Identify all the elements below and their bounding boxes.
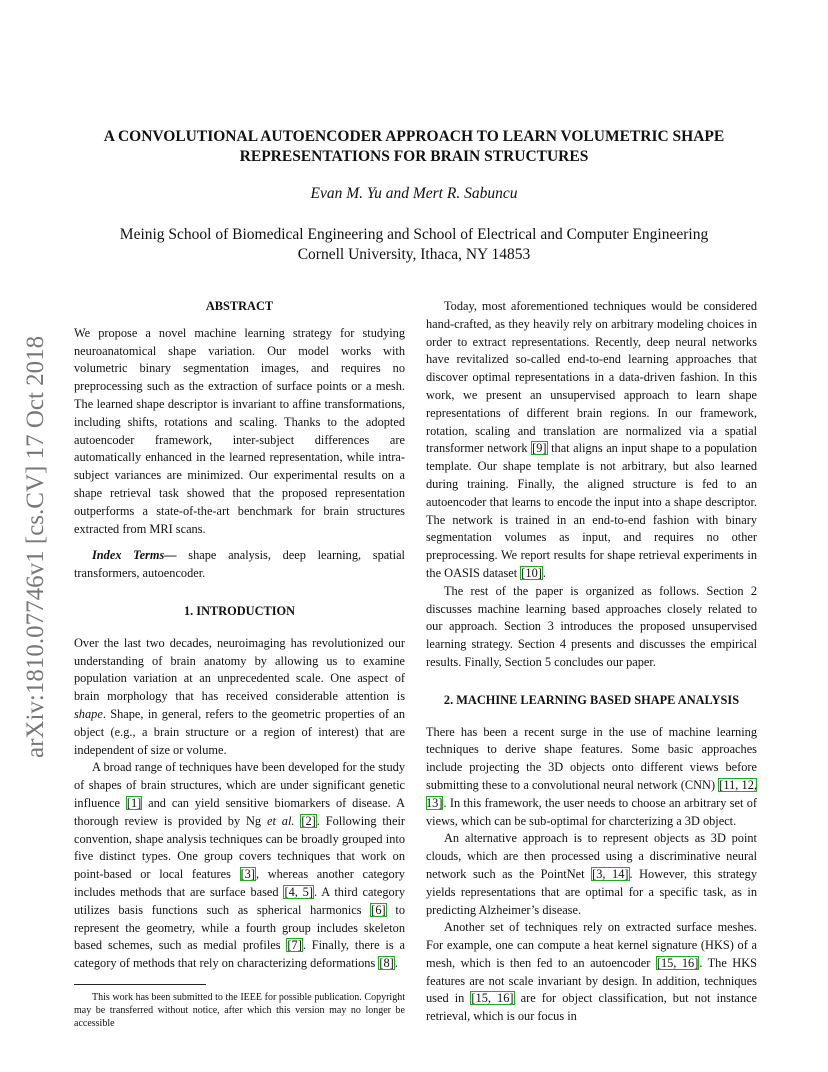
text-span: . xyxy=(394,956,398,971)
section-2-paragraph-1 xyxy=(426,724,757,831)
abstract-heading: ABSTRACT xyxy=(205,299,274,313)
text-span: and can yield sensitive biomarkers of disease. A thorough review is provided by Ng xyxy=(74,795,405,828)
text-span: . A third category utilizes basis functions such as spherical harmonics xyxy=(74,884,405,917)
text-span: Another set of techniques rely on extracted surface meshes. For example, one can compute a heat kernel signature (HKS) of a mesh, which is then fed to an autoencoder xyxy=(426,920,757,970)
text-span: Today, most aforementioned techniques would be considered hand-crafted, as they heavily rely on arbitrary modeling choices in order to extract representations. Recently, deep neural networks have revitalized so-called end-to-end learning approaches that discover optimal representations in a data-driven fashion. In this work, we present an unsupervised approach to learn shape representations of different brain regions. In our framework, rotation, scaling and translation are normalized via a spatial transformer network xyxy=(426,299,757,456)
citation-link[interactable]: [2] xyxy=(301,813,316,828)
title-line-1: A CONVOLUTIONAL AUTOENCODER APPROACH TO LEARN VOLUMETRIC SHAPE xyxy=(103,128,725,145)
text-span: . In this framework, the user needs to choose an arbitrary set of views, which can be sub-optimal for charcterizing a 3D object. xyxy=(426,795,757,828)
index-terms xyxy=(74,547,405,583)
citation-link[interactable]: [11, 12, 13] xyxy=(426,777,757,810)
citation-link[interactable]: [8] xyxy=(379,956,394,971)
index-terms-text: shape analysis, deep learning, spatial transformers, autoencoder. xyxy=(74,548,405,581)
affiliation-line-1: Meinig School of Biomedical Engineering and School of Electrical and Computer Engineering xyxy=(119,226,709,243)
intro-heading: 1. INTRODUCTION xyxy=(183,603,296,618)
text-span: . Shape, in general, refers to the geometric properties of an object (e.g., a brain structure or a region of interest) that are independent of size or volume. xyxy=(74,706,405,757)
left-column xyxy=(74,298,405,1030)
footnote xyxy=(74,991,405,1030)
text-span: Over the last two decades, neuroimaging has revolutionized our understanding of brain anatomy by allowing us to examine population variation at an unprecedented scale. One aspect of brain morphology that has received considerable attention is xyxy=(74,635,405,704)
index-terms-label: Index Terms— xyxy=(92,548,177,563)
citation-link[interactable]: [15, 16] xyxy=(471,991,514,1006)
abstract-text: We propose a novel machine learning strategy for studying neuroanatomical shape variation. Our model works with volumetric binary segmentation images, and requires no preprocessing such as the extraction of surface points or a mesh. The learned shape descriptor is invariant to affine transformations, including shifts, rotations and scaling. Thanks to the adopted autoencoder framework, inter-subject differences are automatically enhanced in the learned representation, while intra-subject variances are minimized. Our experimental results on a shape retrieval task showed that the proposed representation outperforms a state-of-the-art benchmark for brain structures extracted from MRI scans. xyxy=(74,325,405,536)
citation-link[interactable]: [3, 14] xyxy=(592,866,629,881)
text-span: A broad range of techniques have been developed for the study of shapes of brain structures, which are under significant genetic influence xyxy=(74,760,405,810)
text-span: are for object classification, but not instance retrieval, which is our focus in xyxy=(426,991,757,1024)
emphasis: shape xyxy=(74,706,103,721)
text-span: . The HKS features are not scale invariant by design. In addition, techniques used in xyxy=(426,955,757,1006)
right-column xyxy=(426,298,757,1026)
emphasis: et al. xyxy=(266,813,295,828)
citation-link[interactable]: [9] xyxy=(532,441,547,456)
citation-link[interactable]: [7] xyxy=(287,938,302,953)
citation-link[interactable]: [10] xyxy=(521,565,542,580)
text-span: . Finally, there is a category of methods that rely on characterizing deformations xyxy=(74,938,405,971)
text-span: An alternative approach is to represent objects as 3D point clouds, which are then processed using a discriminative neural network such as the PointNet xyxy=(426,831,757,881)
section-2-paragraph-2 xyxy=(426,830,757,919)
section-2-heading: 2. MACHINE LEARNING BASED SHAPE ANALYSIS xyxy=(443,692,740,707)
intro-paragraph-1 xyxy=(74,635,405,760)
paper-title xyxy=(60,127,768,167)
text-span: to represent the geometry, while a fourth group includes skeleton based schemes, such as medial profiles xyxy=(74,902,406,953)
right-paragraph-2: The rest of the paper is organized as follows. Section 2 discusses machine learning based approaches closely related to our approach. Section 3 introduces the proposed unsupervised learning strategy. Section 4 presents and discusses the empirical results. Finally, Section 5 concludes our paper. xyxy=(426,583,757,669)
text-span: . However, this strategy yields representations that are optimal for a specific task, as in predicting Alzheimer’s disease. xyxy=(426,866,757,917)
arxiv-stamp: arXiv:1810.07746v1 [cs.CV] 17 Oct 2018 xyxy=(22,335,49,758)
text-span: . Following their convention, shape analysis techniques can be broadly grouped into five distinct types. One group covers techniques that work on point-based or local features xyxy=(74,813,405,882)
footnote-rule xyxy=(74,984,206,985)
citation-link[interactable]: [6] xyxy=(371,902,386,917)
right-paragraph-1 xyxy=(426,298,757,583)
intro-paragraph-2 xyxy=(74,759,405,973)
section-2-paragraph-3 xyxy=(426,919,757,1026)
title-line-2: REPRESENTATIONS FOR BRAIN STRUCTURES xyxy=(239,148,589,165)
text-span: , whereas another category includes methods that are surface based xyxy=(74,867,405,899)
citation-link[interactable]: [15, 16] xyxy=(656,955,699,970)
text-span: There has been a recent surge in the use of machine learning techniques to derive shape features. Some basic approaches include projecting the 3D objects onto different views before submitting these to a convolutional neural network (CNN) xyxy=(426,724,757,792)
text-span: that aligns an input shape to a population template. Our shape template is not arbitrary, but also learned during training. Finally, the aligned structure is fed to an autoencoder that learns to encode the input into a shape descriptor. The network is trained in an end-to-end fashion with binary segmentation volumes as input, and requires no other preprocessing. We report results for shape retrieval experiments in the OASIS dataset xyxy=(426,441,757,580)
citation-link[interactable]: [1] xyxy=(126,795,142,810)
citation-link[interactable]: [3] xyxy=(240,867,255,882)
affiliation xyxy=(60,225,768,265)
footnote-text: This work has been submitted to the IEEE for possible publication. Copyright may be transferred without notice, after which this version may no longer be accessible xyxy=(74,991,405,1029)
citation-link[interactable]: [4, 5] xyxy=(284,884,313,899)
authors: Evan M. Yu and Mert R. Sabuncu xyxy=(310,185,518,202)
text-span: . xyxy=(542,565,546,580)
affiliation-line-2: Cornell University, Ithaca, NY 14853 xyxy=(297,246,531,263)
